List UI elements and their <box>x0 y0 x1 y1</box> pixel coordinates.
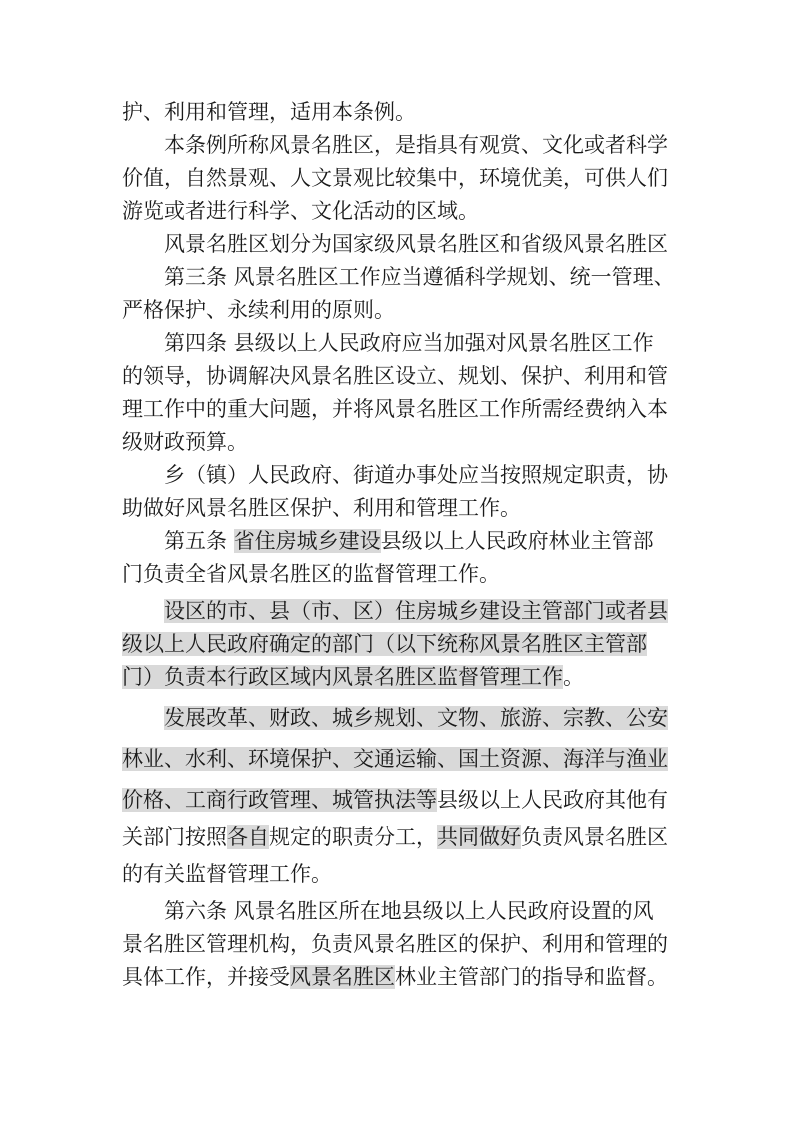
text-line <box>122 525 682 558</box>
text-line: 第四条 县级以上人民政府应当加强对风景名胜区工作 <box>164 331 654 355</box>
highlighted-text: 林业、水利、环境保护、交通运输、国土资源、海洋与渔业 <box>122 747 668 771</box>
text-line: 护、利用和管理，适用本条例。 <box>122 100 416 124</box>
text-line: 助做好风景名胜区保护、利用和管理工作。 <box>122 496 521 520</box>
text-run: 第五条 <box>164 529 234 553</box>
text-line: 第三条 风景名胜区工作应当遵循科学规划、统一管理、 <box>164 265 675 289</box>
highlighted-text: 各自 <box>227 825 269 849</box>
text-line: 第六条 风景名胜区所在地县级以上人民政府设置的风 <box>164 899 654 923</box>
text-line: 的有关监督管理工作。 <box>122 862 332 886</box>
text-line <box>122 628 682 661</box>
text-run: 负责风景名胜区 <box>521 825 668 849</box>
highlighted-text: 设区的市、县（市、区）住房城乡建设主管部门或者县 <box>164 599 668 623</box>
text-line <box>122 784 682 817</box>
text-line <box>122 821 682 854</box>
text-line: 门负责全省风景名胜区的监督管理工作。 <box>122 562 500 586</box>
text-run: 具体工作，并接受 <box>122 965 290 989</box>
text-line: 的领导，协调解决风景名胜区设立、规划、保护、利用和管 <box>122 364 668 388</box>
text-run: 。 <box>563 665 584 689</box>
text-line <box>122 661 682 694</box>
highlighted-text: 共同做好 <box>437 825 521 849</box>
text-line: 理工作中的重大问题，并将风景名胜区工作所需经费纳入本 <box>122 397 668 421</box>
text-run: 林业主管部门的指导和监督。 <box>395 965 668 989</box>
text-line <box>122 702 682 735</box>
highlighted-text: 发展改革、财政、城乡规划、文物、旅游、宗教、公安 <box>164 706 668 730</box>
highlighted-text: 级以上人民政府确定的部门（以下统称风景名胜区主管部 <box>122 632 647 656</box>
text-line: 严格保护、永续利用的原则。 <box>122 298 395 322</box>
text-line: 景名胜区管理机构，负责风景名胜区的保护、利用和管理的 <box>122 932 668 956</box>
highlighted-text: 价格、工商行政管理、城管执法等 <box>122 788 437 812</box>
highlighted-text: 省住房城乡建设 <box>233 529 381 553</box>
document-body <box>122 96 682 994</box>
text-line: 级财政预算。 <box>122 430 248 454</box>
text-line <box>122 595 682 628</box>
text-line: 风景名胜区划分为国家级风景名胜区和省级风景名胜区 <box>164 232 668 256</box>
text-line: 游览或者进行科学、文化活动的区域。 <box>122 199 479 223</box>
text-run: 关部门按照 <box>122 825 227 849</box>
text-run: 县级以上人民政府其他有 <box>437 788 668 812</box>
highlighted-text: 门）负责本行政区域内风景名胜区监督管理工作 <box>122 665 563 689</box>
text-line: 价值，自然景观、人文景观比较集中，环境优美，可供人们 <box>122 166 668 190</box>
text-line <box>122 743 682 776</box>
text-line <box>122 961 682 994</box>
text-line: 本条例所称风景名胜区，是指具有观赏、文化或者科学 <box>164 133 668 157</box>
text-run: 规定的职责分工， <box>269 825 437 849</box>
text-line: 乡（镇）人民政府、街道办事处应当按照规定职责，协 <box>164 463 668 487</box>
text-run: 县级以上人民政府林业主管部 <box>380 529 654 553</box>
highlighted-text: 风景名胜区 <box>290 965 395 989</box>
